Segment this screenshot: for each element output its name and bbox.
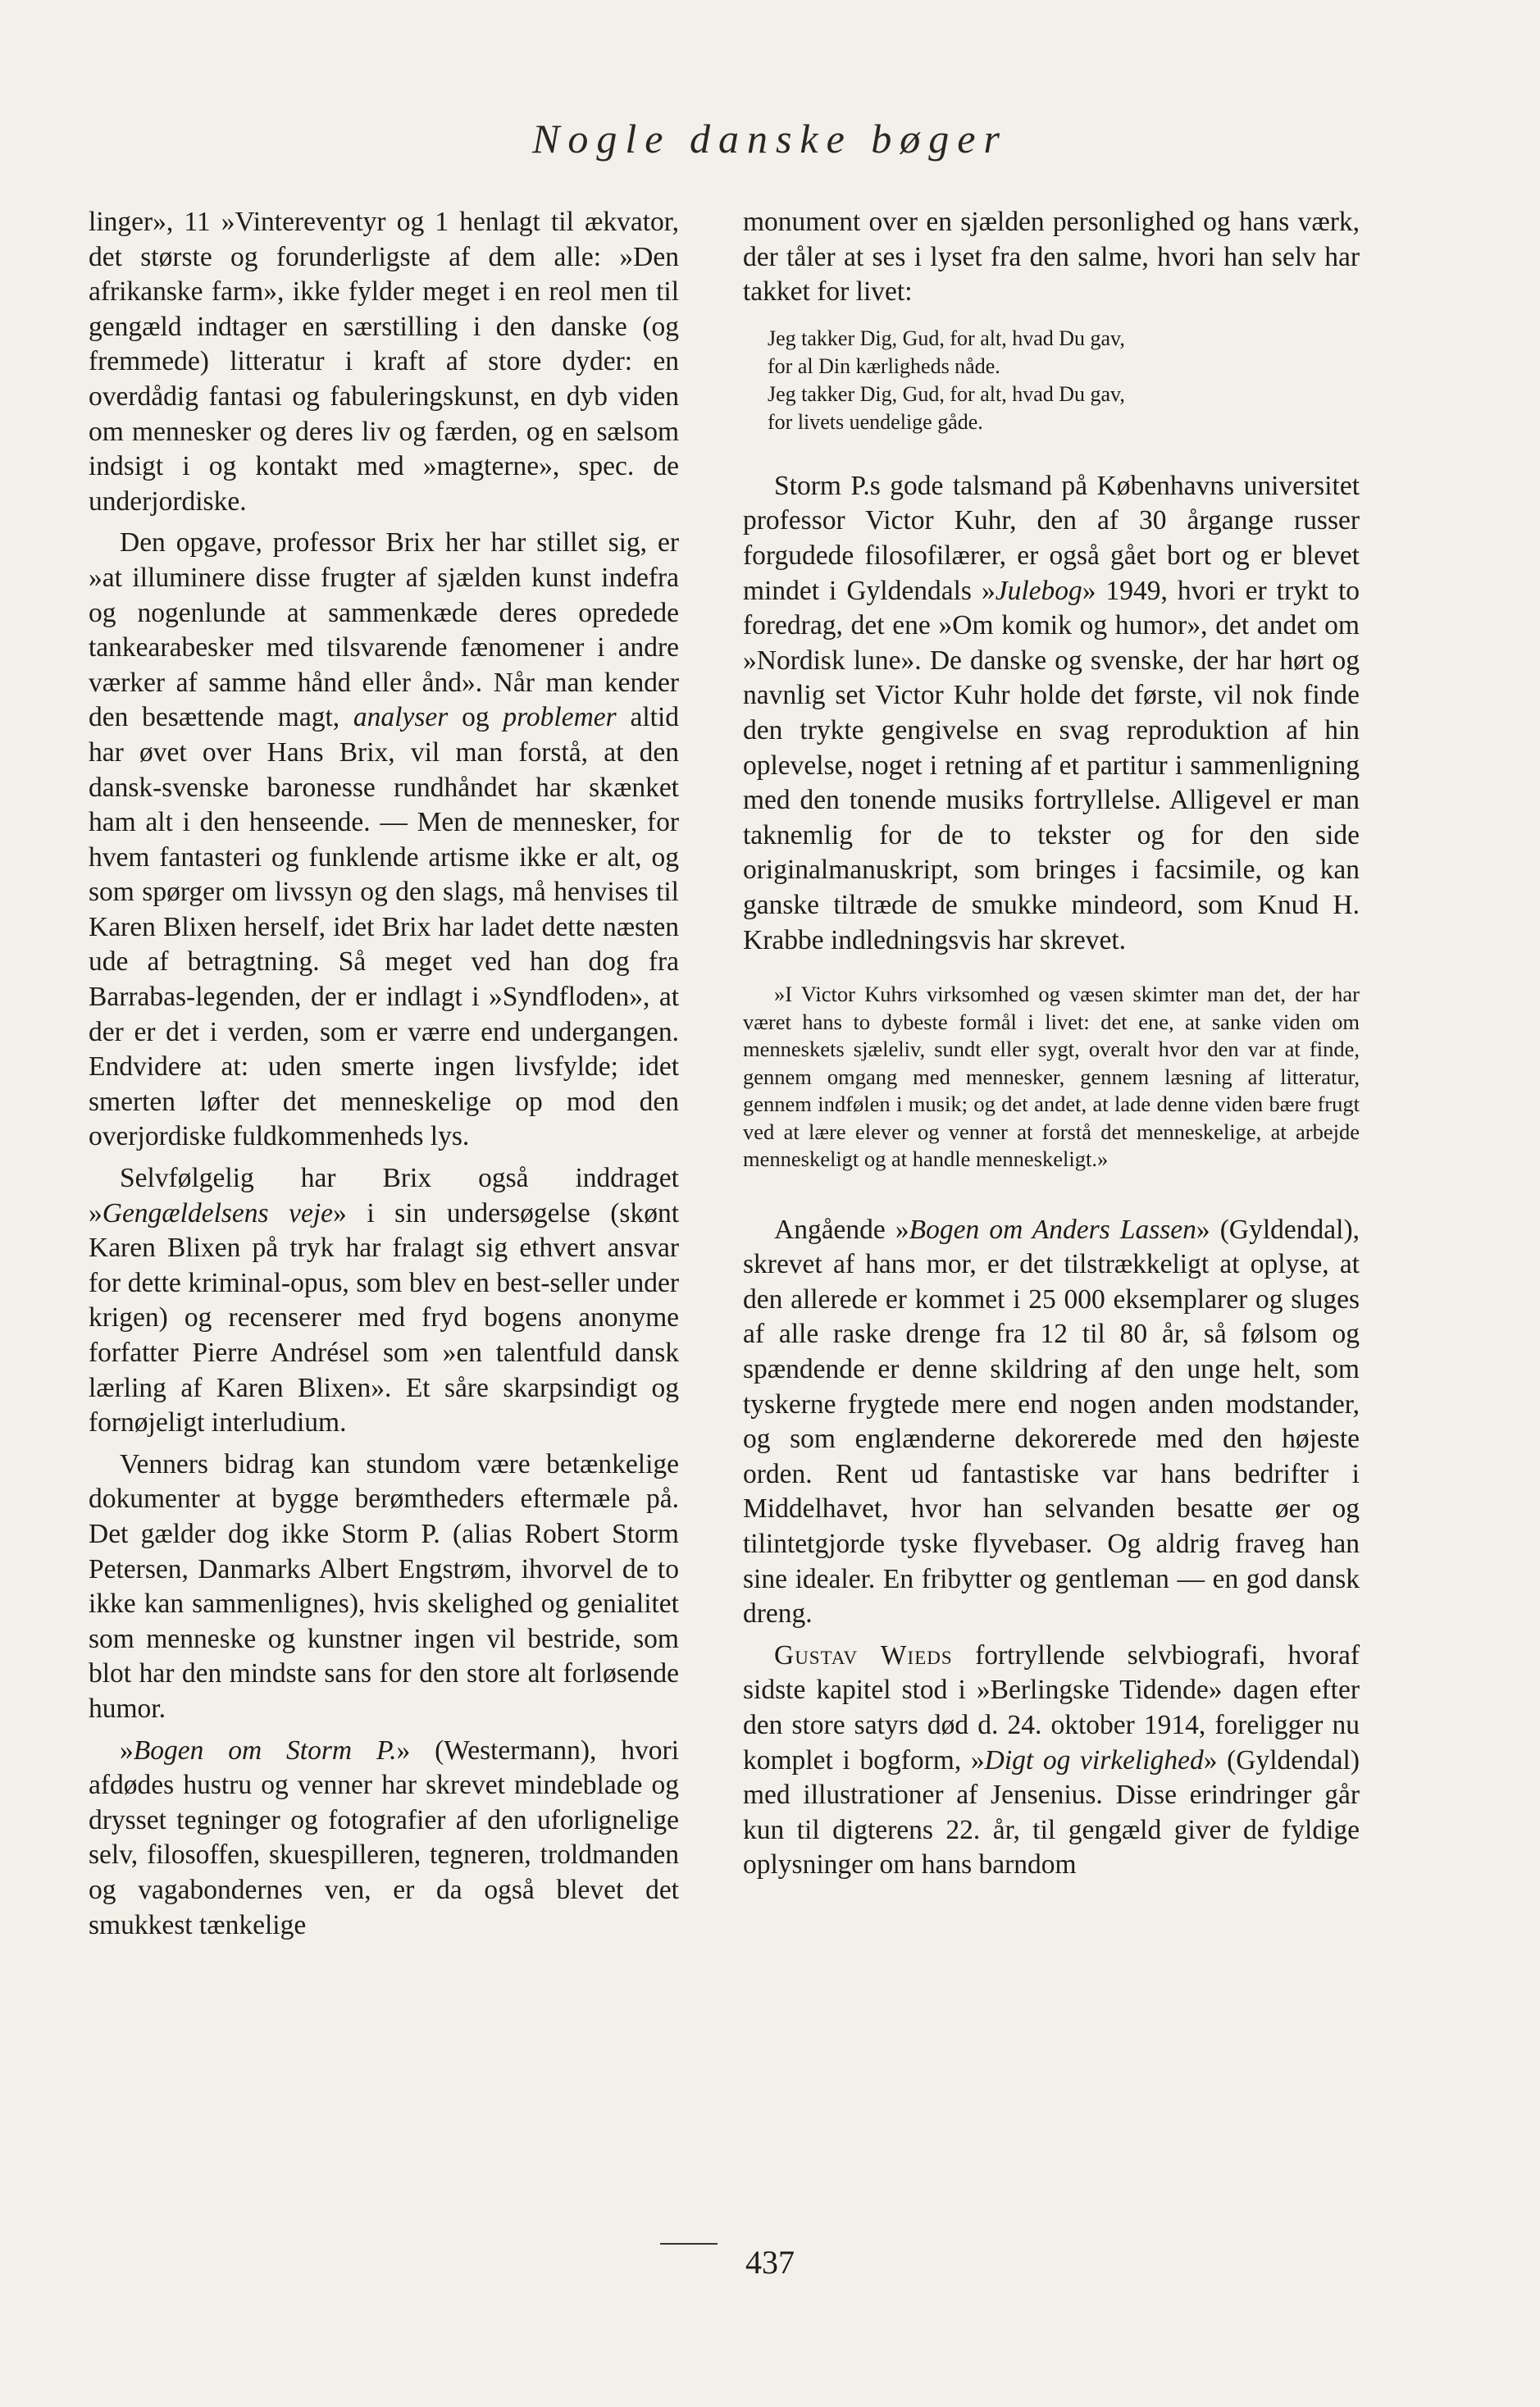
right-column [743, 205, 1360, 1883]
block-quote: »I Victor Kuhrs virksomhed og væsen skimter man det, der har været hans to dybeste formål i livet: det ene, at sanke viden om menneskets sjæleliv, sundt eller sygt, overalt hvor den var at finde, gennem omgang med mennesker, gennem læsning af litteratur, gennem indfølen i musik; og det andet, at lade denne viden bære frugt ved at lære elever og venner at forstå det menneskelige, at arbejde menneskeligt og at handle menneskeligt.» [743, 982, 1360, 1172]
paragraph: linger», 11 »Vintereventyr og 1 henlagt til ækvator, det største og forunderligste af dem alle: »Den afrikanske farm», ikke fylder meget i en reol men til gengæld indtager en særstilling i den danske (og fremmede) litteratur i kraft af store dyder: en overdådig fantasi og fabuleringskunst, en dyb viden om mennesker og deres liv og færden, og en sælsom indsigt i og kontakt med »magterne», spec. de underjordiske. [89, 207, 679, 517]
page-number: 437 [745, 2244, 795, 2281]
paragraph: Den opgave, professor Brix her har stillet sig, er »at illuminere disse frugter af sjælden kunst indefra og nogenlunde at sammenkæde deres opredede tankearabesker med tilsvarende fænomener i andre værker af samme hånd eller ånd». Når man kender den besættende magt, analyser og problemer altid har øvet over Hans Brix, vil man forstå, at den dansk-svenske baronesse rundhåndet har skænket ham alt i den henseende. — Men de mennesker, for hvem fantasteri og funklende artisme ikke er alt, og som spørger om livssyn og den slags, må henvises til Karen Blixen herself, idet Brix har ladet dette næsten ude af betragtning. Så meget ved han dog fra Barrabas-legenden, der er indlagt i »Syndfloden», at der er det i verden, som er værre end undergangen. Endvidere at: uden smerte ingen livsfylde; idet smerten løfter det menneskelige op mod den overjordiske fuldkommenheds lys. [89, 527, 680, 1152]
verse-line: for al Din kærligheds nåde. [768, 353, 1000, 378]
verse-line: Jeg takker Dig, Gud, for alt, hvad Du gav, [768, 381, 1125, 406]
verse-line: for livets uendelige gåde. [768, 409, 983, 434]
running-title: Nogle danske bøger [532, 116, 1008, 162]
verse-line: Jeg takker Dig, Gud, for alt, hvad Du gav, [768, 326, 1125, 350]
paragraph: monument over en sjælden personlighed og hans værk, der tåler at ses i lyset fra den salme, hvori han selv har takket for livet: [743, 207, 1360, 308]
hymn-verse [768, 325, 1360, 436]
paragraph: Selvfølgelig har Brix også inddraget »Gengældelsens veje» i sin undersøgelse (skønt Karen Blixen på tryk har fralagt sig ethvert ansvar for dette kriminal-opus, som blev en best-seller under krigen) og recenserer med fryd bogens anonyme forfatter Pierre Andrésel som »en talentfuld dansk lærling af Karen Blixen». Et såre skarpsindigt og fornøjeligt interludium. [89, 1163, 680, 1438]
paragraph: »Bogen om Storm P.» (Westermann), hvori afdødes hustru og venner har skrevet mindeblade og drysset tegninger og fotografier af den uforlignelige selv, filosoffen, skuespilleren, tegneren, troldmanden og vagabondernes ven, er da også blevet det smukkest tænkelige [89, 1735, 679, 1940]
paragraph: Gustav Wieds fortryllende selvbiografi, hvoraf sidste kapitel stod i »Berlingske Tidende» dagen efter den store satyrs død d. 24. oktober 1914, foreligger nu komplet i bogform, »Digt og virkelighed» (Gyldendal) med illustrationer af Jensenius. Disse erindringer går kun til digterens 22. år, til gengæld giver de fyldige oplysninger om hans barndom [743, 1639, 1360, 1880]
paragraph: Venners bidrag kan stundom være betænkelige dokumenter at bygge berømtheders eftermæle på. Det gælder dog ikke Storm P. (alias Robert Storm Petersen, Danmarks Albert Engstrøm, ihvorvel de to ikke kan sammenlignes), hvis skelighed og genialitet som menneske og kunstner ingen vil bestride, som blot har den mindste sans for den store alt forløsende humor. [89, 1448, 679, 1724]
paragraph: Storm P.s gode talsmand på Københavns universitet professor Victor Kuhr, den af 30 årgange russer forgudede filosofilærer, er også gået bort og er blevet mindet i Gyldendals »Julebog» 1949, hvori er trykt to foredrag, det ene »Om komik og humor», det andet om »Nordisk lune». De danske og svenske, der har hørt og navnlig set Victor Kuhr holde det første, vil nok finde den trykte gengivelse en svag reproduktion af hin oplevelse, noget i retning af et partitur i sammenligning med den tonende musiks fortryllelse. Alligevel er man taknemlig for de to tekster og for den side originalmanuskript, som bringes i facsimile, og kan ganske tiltræde de smukke mindeord, som Knud H. Krabbe indledningsvis har skrevet. [743, 470, 1360, 955]
paragraph: Angående »Bogen om Anders Lassen» (Gyldendal), skrevet af hans mor, er det tilstrækkeligt at oplyse, at den allerede er kommet i 25 000 eksemplarer og sluges af alle raske drenge fra 12 til 80 år, så følsom og spændende er denne skildring af den unge helt, som tyskerne frygtede mere end nogen anden modstander, og som englænderne dekorerede med den højeste orden. Rent ud fantastiske var hans bedrifter i Middelhavet, hvor han selvanden besatte øer og tilintetgjorde tyske flyvebaser. Og aldrig fraveg han sine idealer. En fribytter og gentleman — en god dansk dreng. [743, 1214, 1360, 1630]
left-column [89, 205, 679, 1943]
